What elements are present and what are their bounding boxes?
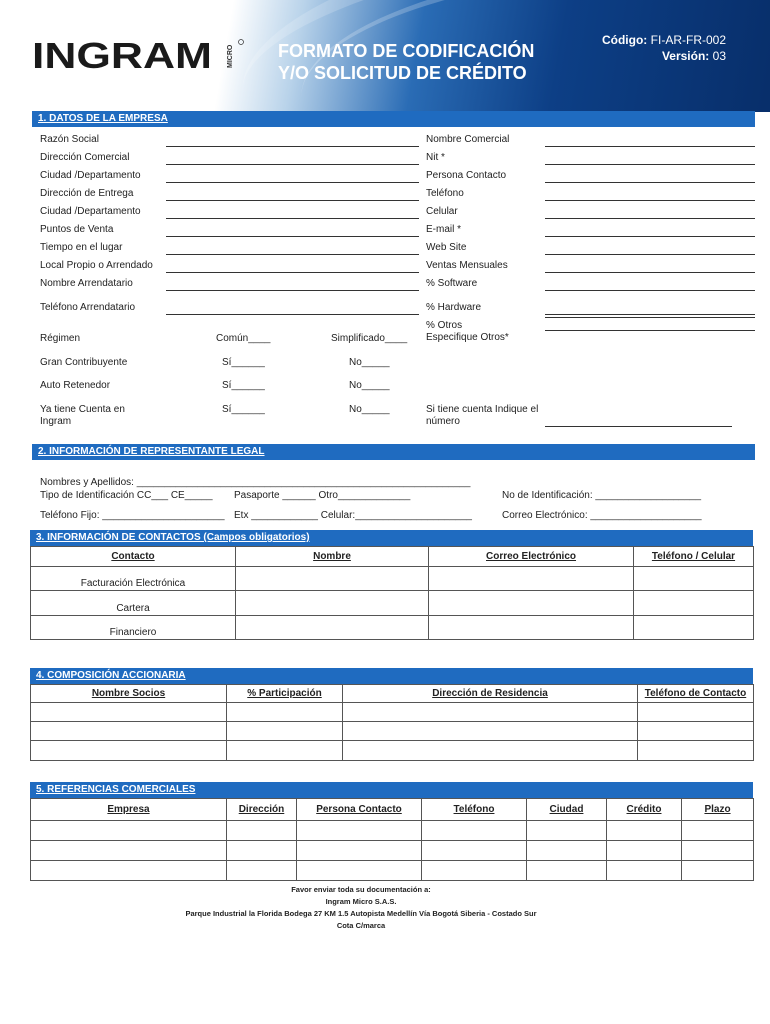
shareholders-header-participacion: % Participación — [227, 685, 343, 703]
table-row — [31, 567, 754, 591]
company-field-line-right[interactable] — [545, 272, 755, 273]
company-field-line[interactable] — [166, 182, 419, 183]
table-cell[interactable] — [297, 861, 422, 881]
etx-celular-field[interactable]: Etx ____________ Celular:_____________________ — [234, 510, 472, 521]
table-cell[interactable] — [343, 741, 638, 761]
auto-retenedor-label: Auto Retenedor — [40, 380, 111, 391]
table-cell[interactable] — [527, 821, 607, 841]
auto-retenedor-si[interactable]: Sí______ — [222, 380, 265, 391]
regimen-comun-option[interactable]: Común____ — [216, 333, 271, 344]
contact-type-cell: Cartera — [31, 591, 236, 616]
table-cell[interactable] — [634, 567, 754, 591]
table-cell[interactable] — [638, 722, 754, 741]
table-cell[interactable] — [297, 841, 422, 861]
company-field-line-right[interactable] — [545, 290, 755, 291]
company-field-line[interactable] — [166, 146, 419, 147]
company-field-label: Tiempo en el lugar — [40, 242, 123, 253]
svg-text:MICRO: MICRO — [227, 44, 234, 68]
table-cell[interactable] — [227, 841, 297, 861]
table-cell[interactable] — [31, 821, 227, 841]
table-row — [31, 703, 754, 722]
company-field-line-right[interactable] — [545, 146, 755, 147]
document-code-block — [602, 32, 726, 64]
references-header-row — [31, 799, 754, 821]
company-field-line[interactable] — [166, 290, 419, 291]
table-cell[interactable] — [31, 861, 227, 881]
section-4-title: 4. COMPOSICIÓN ACCIONARIA — [30, 668, 753, 684]
company-field-label-right: Celular — [426, 206, 458, 217]
code-value: FI-AR-FR-002 — [650, 33, 726, 47]
table-cell[interactable] — [634, 616, 754, 640]
company-field-label-right: % Hardware — [426, 302, 482, 313]
contacts-header-correo: Correo Electrónico — [429, 547, 634, 567]
footer-line-3: Parque Industrial la Florida Bodega 27 KM 1.5 Autopista Medellín Vía Bogotá Siberia - Costado Sur — [185, 909, 537, 918]
pasaporte-otro-field[interactable]: Pasaporte ______ Otro_____________ — [234, 490, 411, 501]
company-field-line[interactable] — [166, 254, 419, 255]
table-row — [31, 616, 754, 640]
company-field-label-right: Nit * — [426, 152, 445, 163]
table-cell[interactable] — [429, 567, 634, 591]
company-field-label: Razón Social — [40, 134, 99, 145]
gran-contribuyente-si[interactable]: Sí______ — [222, 357, 265, 368]
references-header-telefono: Teléfono — [422, 799, 527, 821]
section-5-title: 5. REFERENCIAS COMERCIALES — [30, 782, 753, 798]
correo-electronico-field[interactable]: Correo Electrónico: ____________________ — [502, 510, 702, 521]
company-field-line[interactable] — [166, 164, 419, 165]
cuenta-ingram-no[interactable]: No_____ — [349, 404, 390, 415]
table-cell[interactable] — [422, 861, 527, 881]
table-cell[interactable] — [31, 841, 227, 861]
table-cell[interactable] — [422, 821, 527, 841]
gran-contribuyente-label: Gran Contribuyente — [40, 357, 128, 368]
otros-line[interactable] — [545, 317, 755, 318]
company-field-line-right[interactable] — [545, 314, 755, 315]
table-cell[interactable] — [227, 703, 343, 722]
table-cell[interactable] — [297, 821, 422, 841]
table-cell[interactable] — [682, 861, 754, 881]
table-cell[interactable] — [227, 821, 297, 841]
numero-cuenta-label: Si tiene cuenta Indique el número — [426, 404, 539, 427]
company-field-label: Puntos de Venta — [40, 224, 114, 235]
contacts-header-telefono: Teléfono / Celular — [634, 547, 754, 567]
contacts-header-row — [31, 547, 754, 567]
company-field-line-right[interactable] — [545, 164, 755, 165]
company-field-label-right: Persona Contacto — [426, 170, 507, 181]
company-field-line-right[interactable] — [545, 254, 755, 255]
table-cell[interactable] — [31, 741, 227, 761]
table-cell[interactable] — [429, 591, 634, 616]
registered-mark-icon — [239, 40, 244, 45]
table-cell[interactable] — [607, 861, 682, 881]
company-field-line-right[interactable] — [545, 218, 755, 219]
company-field-line[interactable] — [166, 314, 419, 315]
table-row — [31, 591, 754, 616]
table-row — [31, 741, 754, 761]
otros-label: % Otros — [426, 320, 463, 331]
company-field-label: Ciudad /Departamento — [40, 170, 141, 181]
contact-type-cell: Financiero — [31, 616, 236, 640]
cuenta-ingram-si[interactable]: Sí______ — [222, 404, 265, 415]
table-cell[interactable] — [607, 821, 682, 841]
ingram-micro-logo — [32, 38, 247, 74]
svg-text:INGRAM: INGRAM — [32, 38, 212, 74]
table-cell[interactable] — [638, 703, 754, 722]
table-cell[interactable] — [31, 703, 227, 722]
shareholders-header-direccion: Dirección de Residencia — [343, 685, 638, 703]
footer-line-4: Cota C/marca — [336, 921, 386, 930]
shareholders-header-row — [31, 685, 754, 703]
table-cell[interactable] — [634, 591, 754, 616]
table-cell[interactable] — [527, 861, 607, 881]
references-table — [30, 798, 754, 881]
table-cell[interactable] — [227, 741, 343, 761]
company-field-line[interactable] — [166, 218, 419, 219]
auto-retenedor-no[interactable]: No_____ — [349, 380, 390, 391]
table-row — [31, 841, 754, 861]
table-cell[interactable] — [682, 821, 754, 841]
company-field-label: Local Propio o Arrendado — [40, 260, 153, 271]
company-field-line-right[interactable] — [545, 200, 755, 201]
numero-cuenta-line[interactable] — [545, 426, 732, 427]
table-cell[interactable] — [236, 567, 429, 591]
regimen-label: Régimen — [40, 333, 81, 344]
table-cell[interactable] — [31, 722, 227, 741]
table-row — [31, 861, 754, 881]
contacts-table — [30, 546, 754, 640]
table-row — [31, 821, 754, 841]
table-cell[interactable] — [236, 591, 429, 616]
references-header-plazo: Plazo — [682, 799, 754, 821]
table-cell[interactable] — [343, 703, 638, 722]
company-field-label: Dirección Comercial — [40, 152, 130, 163]
section-3-title: 3. INFORMACIÓN DE CONTACTOS (Campos obligatorios) — [30, 530, 753, 546]
title-line-2: Y/O SOLICITUD DE CRÉDITO — [278, 63, 527, 83]
company-field-label: Nombre Arrendatario — [40, 278, 133, 289]
table-cell[interactable] — [638, 741, 754, 761]
company-field-line-right[interactable] — [545, 182, 755, 183]
company-field-label: Ciudad /Departamento — [40, 206, 141, 217]
tipo-identificacion-field[interactable]: Tipo de Identificación CC___ CE_____ — [40, 490, 213, 501]
footer-address — [0, 884, 722, 932]
shareholders-table — [30, 684, 754, 761]
references-header-empresa: Empresa — [31, 799, 227, 821]
telefono-fijo-field[interactable]: Teléfono Fijo: ______________________ — [40, 510, 225, 521]
table-cell[interactable] — [227, 722, 343, 741]
table-cell[interactable] — [422, 841, 527, 861]
shareholders-header-telefono: Teléfono de Contacto — [638, 685, 754, 703]
contacts-header-nombre: Nombre — [236, 547, 429, 567]
especifique-otros-label: Especifique Otros* — [426, 332, 509, 343]
cuenta-ingram-label: Ya tiene Cuenta en Ingram — [40, 404, 125, 427]
company-field-label: Teléfono Arrendatario — [40, 302, 136, 313]
references-header-persona: Persona Contacto — [297, 799, 422, 821]
version-value: 03 — [712, 49, 726, 63]
contacts-header-contacto: Contacto — [31, 547, 236, 567]
document-title — [278, 40, 558, 84]
section-2-title: 2. INFORMACIÓN DE REPRESENTANTE LEGAL — [32, 444, 755, 460]
company-field-label-right: E-mail * — [426, 224, 462, 235]
references-header-direccion: Dirección — [227, 799, 297, 821]
document-header — [0, 0, 770, 112]
company-field-label-right: Nombre Comercial — [426, 134, 510, 145]
company-field-line[interactable] — [166, 272, 419, 273]
table-cell[interactable] — [343, 722, 638, 741]
version-label: Versión: — [661, 49, 710, 63]
nombres-apellidos-field[interactable]: Nombres y Apellidos: ____________________________________________________________ — [40, 477, 471, 488]
company-field-label-right: Web Site — [426, 242, 467, 253]
title-line-1: FORMATO DE CODIFICACIÓN — [278, 41, 535, 61]
especifique-otros-line[interactable] — [545, 330, 755, 331]
code-label: Código: — [601, 33, 648, 47]
regimen-simplificado-option[interactable]: Simplificado____ — [331, 333, 408, 344]
company-field-label-right: Ventas Mensuales — [426, 260, 508, 271]
company-field-line-right[interactable] — [545, 236, 755, 237]
table-row — [31, 722, 754, 741]
company-field-label-right: % Software — [426, 278, 478, 289]
section-1-title: 1. DATOS DE LA EMPRESA — [32, 111, 755, 127]
contact-type-cell: Facturación Electrónica — [31, 567, 236, 591]
references-header-ciudad: Ciudad — [527, 799, 607, 821]
table-cell[interactable] — [429, 616, 634, 640]
table-cell[interactable] — [227, 861, 297, 881]
company-field-line[interactable] — [166, 236, 419, 237]
gran-contribuyente-no[interactable]: No_____ — [349, 357, 390, 368]
shareholders-header-nombre: Nombre Socios — [31, 685, 227, 703]
no-identificacion-field[interactable]: No de Identificación: ___________________ — [502, 490, 702, 501]
footer-line-1: Favor enviar toda su documentación a: — [291, 885, 431, 894]
company-field-label-right: Teléfono — [426, 188, 464, 199]
references-header-credito: Crédito — [607, 799, 682, 821]
footer-line-2: Ingram Micro S.A.S. — [325, 897, 397, 906]
company-field-label: Dirección de Entrega — [40, 188, 134, 199]
table-cell[interactable] — [682, 841, 754, 861]
table-cell[interactable] — [527, 841, 607, 861]
company-field-line[interactable] — [166, 200, 419, 201]
table-cell[interactable] — [236, 616, 429, 640]
table-cell[interactable] — [607, 841, 682, 861]
